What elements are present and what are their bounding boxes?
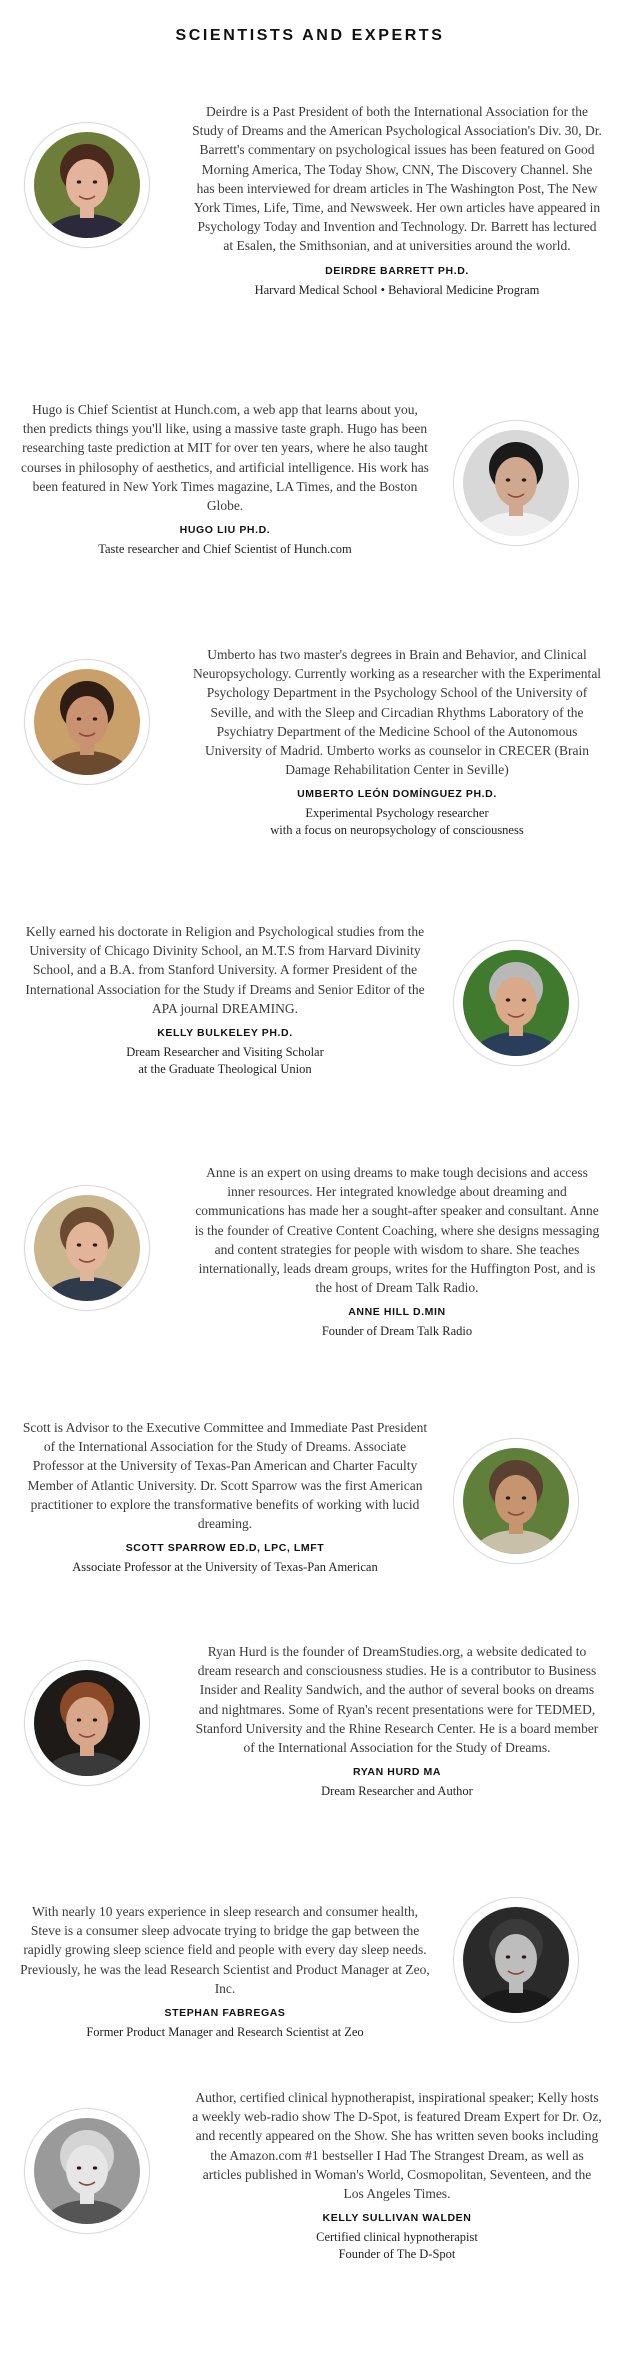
expert-name: ANNE HILL D.MIN — [348, 1306, 446, 1319]
expert-name: HUGO LIU PH.D. — [179, 524, 271, 537]
portrait-woman-icon — [34, 2118, 140, 2224]
expert-name: SCOTT SPARROW ED.D, LPC, LMFT — [125, 1542, 325, 1555]
expert-photo — [24, 122, 150, 248]
portrait-illustration — [34, 669, 140, 775]
portrait-man-icon — [34, 1670, 140, 1776]
portrait-illustration — [463, 1448, 569, 1554]
expert-photo — [24, 2108, 150, 2234]
portrait-man-icon — [463, 950, 569, 1056]
expert-title-line: Founder of Dream Talk Radio — [321, 1324, 473, 1339]
portrait-man-icon — [463, 1907, 569, 2013]
expert-bio: Author, certified clinical hypnotherapist, inspirational speaker; Kelly hosts a weekly web-radio show The D-Spot, is featured Dream Expert for Dr. Oz, and recently appeared on the Show. She has written seven books including the Amazon.com #1 bestseller I Had The Strangest Dream, as well as articles published in Woman's World, Cosmopolitan, Seventeen, and the Los Angeles Times. — [192, 2090, 602, 2202]
expert-bio: Hugo is Chief Scientist at Hunch.com, a web app that learns about you, then predicts things you'll like, using a massive taste graph. Hugo has been researching taste prediction at MIT for over ten years, where he also taught courses in philosophy of aesthetics, and artificial intelligence. His work has been featured in New York Times magazine, LA Times, and the Boston Globe. — [21, 402, 429, 514]
portrait-man-icon — [463, 430, 569, 536]
expert-bio: Umberto has two master's degrees in Brain and Behavior, and Clinical Neuropsychology. Currently working as a researcher with the Experimental Psychology Department in the Psychology School of the University of Seville, and with the Sleep and Circadian Rhythms Laboratory of the Psychiatry Department of the Medicine School of the Autonomous University of Madrid. Umberto works as counselor in CRECER (Brain Damage Rehabilitation Center in Seville) — [192, 647, 602, 778]
expert-name: STEPHAN FABREGAS — [164, 2007, 286, 2020]
portrait-illustration — [34, 2118, 140, 2224]
expert-title-line: Certified clinical hypnotherapist — [316, 2230, 478, 2245]
expert-photo — [24, 1185, 150, 1311]
expert-name: RYAN HURD MA — [352, 1766, 442, 1779]
expert-bio: Scott is Advisor to the Executive Committee and Immediate Past President of the International Association for the Study of Dreams. Associate Professor at the University of Texas-Pan American and Charter Faculty Member of Atlantic University. Dr. Scott Sparrow was the first American practitioner to explore the transformative benefits of working with lucid dreaming. — [22, 1420, 428, 1532]
portrait-illustration — [34, 1195, 140, 1301]
portrait-man-icon — [463, 1448, 569, 1554]
expert-name: KELLY SULLIVAN WALDEN — [322, 2212, 472, 2225]
expert-bio: Anne is an expert on using dreams to make tough decisions and access inner resources. Her integrated knowledge about dreaming and communications has made her a sought-after speaker and consultant. Anne is the founder of Creative Content Coaching, where she designs messaging and content strategies for people with wisdom to share. She teaches internationally, leads dream groups, writes for the Huffington Post, and is the host of Dream Talk Radio. — [194, 1165, 600, 1296]
expert-title-line: Former Product Manager and Research Scientist at Zeo — [86, 2025, 364, 2040]
expert-title-line: with a focus on neuropsychology of consciousness — [270, 823, 524, 838]
expert-title-line: Harvard Medical School • Behavioral Medicine Program — [254, 282, 540, 297]
portrait-illustration — [34, 1670, 140, 1776]
expert-title-line: Dream Researcher and Visiting Scholar — [126, 1045, 324, 1060]
expert-photo — [453, 1897, 579, 2023]
expert-title-line: Experimental Psychology researcher — [305, 806, 489, 821]
portrait-illustration — [463, 950, 569, 1056]
expert-photo — [24, 659, 150, 785]
expert-name: KELLY BULKELEY PH.D. — [157, 1027, 293, 1040]
expert-bio: Kelly earned his doctorate in Religion and Psychological studies from the University of Chicago Divinity School, an M.T.S from Harvard Divinity School, and a B.A. from Stanford University. A former President of the International Association for the Study if Dreams and Senior Editor of the APA journal DREAMING. — [25, 924, 425, 1016]
expert-photo — [453, 940, 579, 1066]
expert-bio: With nearly 10 years experience in sleep research and consumer health, Steve is a consumer sleep advocate trying to bridge the gap between the rapidly growing sleep science field and people with every day sleep needs. Previously, he was the lead Research Scientist and Product Manager at Zeo, Inc. — [20, 1904, 430, 1996]
expert-name: UMBERTO LEÓN DOMÍNGUEZ PH.D. — [297, 788, 497, 801]
portrait-woman-icon — [34, 1195, 140, 1301]
portrait-illustration — [463, 1907, 569, 2013]
expert-title-line: Dream Researcher and Author — [321, 1784, 473, 1799]
expert-bio: Deirdre is a Past President of both the International Association for the Study of Dreams and the American Psychological Association's Div. 30, Dr. Barrett's commentary on psychological issues has been featured on Good Morning America, The Today Show, CNN, The Discovery Channel. She has been interviewed for dream articles in The Washington Post, The New York Times, Life, Time, and Newsweek. Her own articles have appeared in Psychology Today and Invention and Technology. Dr. Barrett has lectured at Esalen, the Smithsonian, and at universities around the world. — [192, 104, 602, 254]
expert-photo — [453, 420, 579, 546]
expert-name: DEIRDRE BARRETT PH.D. — [325, 264, 469, 277]
portrait-illustration — [463, 430, 569, 536]
expert-title-line: Taste researcher and Chief Scientist of Hunch.com — [98, 542, 352, 557]
expert-bio: Ryan Hurd is the founder of DreamStudies.org, a website dedicated to dream research and consciousness studies. He is a contributor to Business Insider and Reality Sandwich, and the author of several books on dreams and nightmares. Some of Ryan's recent presentations were for TEDMED, Stanford University and the Rhine Research Center. He is a board member of the International Association for the Study of Dreams. — [195, 1644, 599, 1756]
portrait-woman-icon — [34, 132, 140, 238]
expert-title-line: at the Graduate Theological Union — [138, 1062, 312, 1077]
portrait-illustration — [34, 132, 140, 238]
expert-photo — [453, 1438, 579, 1564]
page-title: SCIENTISTS AND EXPERTS — [175, 27, 445, 44]
expert-title-line: Associate Professor at the University of Texas-Pan American — [72, 1560, 378, 1575]
expert-title-line: Founder of The D-Spot — [338, 2247, 456, 2262]
expert-photo — [24, 1660, 150, 1786]
portrait-man-icon — [34, 669, 140, 775]
